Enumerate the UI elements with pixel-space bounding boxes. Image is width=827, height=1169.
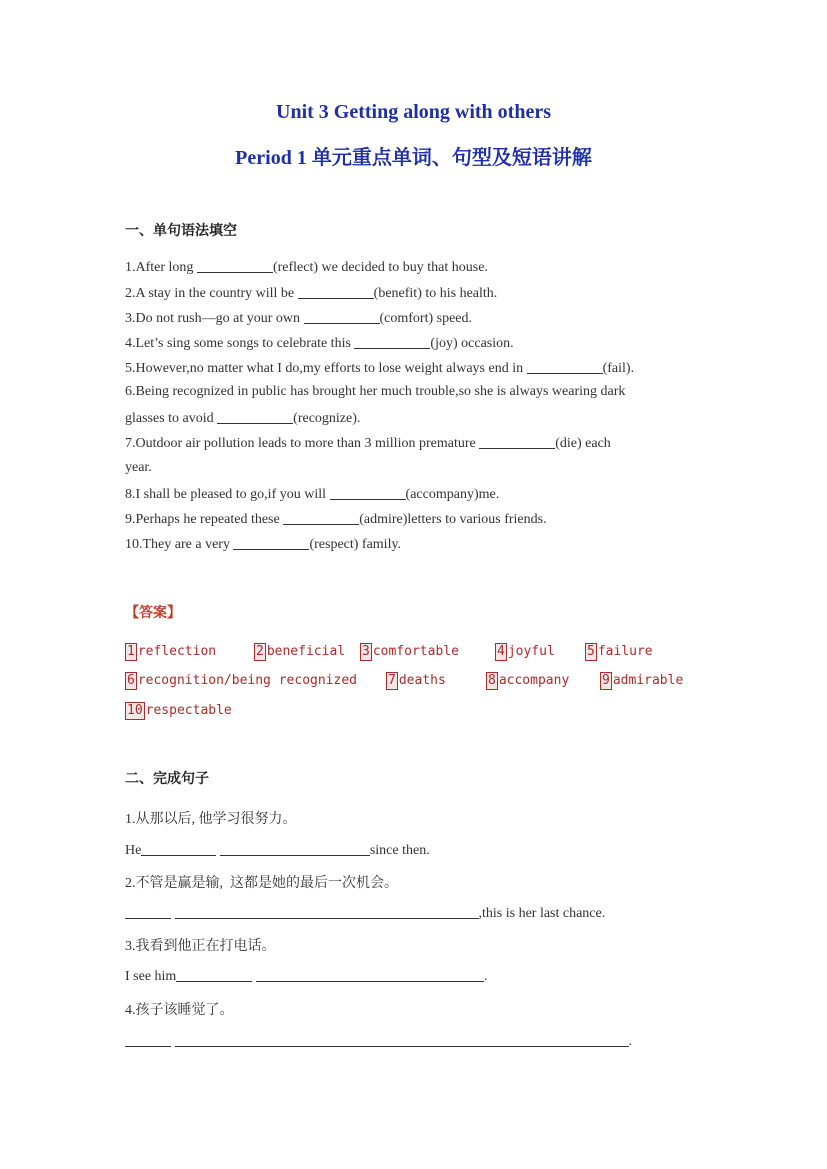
exercise-hint: (fail). xyxy=(602,361,635,376)
s2-question-1 xyxy=(125,808,297,828)
exercise-line xyxy=(125,334,514,352)
answer-number: 3 xyxy=(362,644,370,659)
fill-blank[interactable] xyxy=(527,359,603,374)
q-english-suffix: since then. xyxy=(369,843,430,858)
exercise-line xyxy=(125,535,401,553)
answer-number: 10 xyxy=(127,703,143,718)
q-number: 3 xyxy=(125,939,132,954)
exercise-number: 4 xyxy=(125,336,132,351)
q-number: 2 xyxy=(125,876,132,891)
q-number: 1 xyxy=(125,812,132,827)
fill-blank[interactable] xyxy=(283,510,359,525)
exercise-line xyxy=(125,409,360,427)
answer-item xyxy=(486,672,569,690)
s2-question-4 xyxy=(125,999,234,1019)
s2-answer-line-1 xyxy=(125,841,430,859)
exercise-text: .They are a very xyxy=(139,537,234,552)
answer-number: 9 xyxy=(602,673,610,688)
answer-number: 8 xyxy=(488,673,496,688)
exercise-text: .However,no matter what I do,my efforts to lose weight always end in xyxy=(132,361,527,376)
answer-item xyxy=(125,702,232,720)
exercise-number: 7 xyxy=(125,436,132,451)
answer-item xyxy=(360,643,459,661)
s2-answer-line-4 xyxy=(125,1032,632,1050)
exercise-text: .I shall be pleased to go,if you will xyxy=(132,487,330,502)
exercise-line xyxy=(125,384,625,400)
answer-item xyxy=(386,672,446,690)
q-number: 4 xyxy=(125,1003,132,1018)
exercise-hint: (die) each xyxy=(555,436,611,451)
fill-blank[interactable] xyxy=(354,334,430,349)
answer-text: respectable xyxy=(145,703,232,718)
answer-item xyxy=(600,672,683,690)
exercise-line xyxy=(125,434,611,452)
exercise-hint: (recognize). xyxy=(293,411,361,426)
q-chinese: .孩子该睡觉了。 xyxy=(132,1003,234,1018)
fill-blank[interactable] xyxy=(176,967,252,982)
s2-question-2 xyxy=(125,872,398,892)
document-title: Unit 3 Getting along with others xyxy=(276,101,551,123)
answer-number: 4 xyxy=(497,644,505,659)
answers-label: 【答案】 xyxy=(125,606,181,621)
exercise-number: 10 xyxy=(125,537,139,552)
exercise-number: 6 xyxy=(125,384,132,399)
answer-item xyxy=(254,643,345,661)
s2-question-3 xyxy=(125,935,276,955)
q-english-suffix: . xyxy=(483,969,488,984)
exercise-hint: (reflect) we decided to buy that house. xyxy=(272,260,488,275)
exercise-line xyxy=(125,485,499,503)
exercise-text: year. xyxy=(125,460,152,475)
fill-blank[interactable] xyxy=(175,904,479,919)
answer-text: failure xyxy=(597,644,653,659)
answer-text: reflection xyxy=(137,644,217,659)
exercise-hint: (comfort) speed. xyxy=(379,311,473,326)
exercise-hint: (joy) occasion. xyxy=(430,336,514,351)
fill-blank[interactable] xyxy=(175,1032,629,1047)
exercise-number: 1 xyxy=(125,260,132,275)
answer-number: 1 xyxy=(127,644,135,659)
s2-answer-line-2 xyxy=(125,904,605,922)
q-chinese: .从那以后, 他学习很努力。 xyxy=(132,812,297,827)
q-english-prefix: I see him xyxy=(125,969,177,984)
fill-blank[interactable] xyxy=(141,841,216,856)
exercise-text: .Let’s sing some songs to celebrate this xyxy=(132,336,355,351)
answer-item xyxy=(495,643,555,661)
answer-text: admirable xyxy=(612,673,684,688)
exercise-hint: (admire)letters to various friends. xyxy=(359,512,547,527)
exercise-text: .Being recognized in public has brought her much trouble,so she is always wearing dark xyxy=(132,384,626,399)
fill-blank[interactable] xyxy=(125,1032,171,1047)
q-english-prefix: He xyxy=(125,843,142,858)
answer-text: deaths xyxy=(398,673,446,688)
exercise-number: 3 xyxy=(125,311,132,326)
answer-number: 2 xyxy=(256,644,264,659)
section2-heading: 二、完成句子 xyxy=(125,772,209,787)
q-english-suffix: . xyxy=(628,1034,632,1049)
fill-blank[interactable] xyxy=(197,258,273,273)
exercise-line xyxy=(125,510,547,528)
fill-blank[interactable] xyxy=(304,309,380,324)
exercise-line xyxy=(125,460,152,476)
answer-text: joyful xyxy=(507,644,555,659)
answer-text: beneficial xyxy=(266,644,346,659)
exercise-line xyxy=(125,359,634,377)
q-chinese: .我看到他正在打电话。 xyxy=(132,939,276,954)
exercise-number: 9 xyxy=(125,512,132,527)
exercise-line xyxy=(125,309,472,327)
s2-answer-line-3 xyxy=(125,967,487,985)
exercise-hint: (accompany)me. xyxy=(405,487,500,502)
answer-text: comfortable xyxy=(372,644,459,659)
section1-heading: 一、单句语法填空 xyxy=(125,224,237,239)
fill-blank[interactable] xyxy=(330,485,406,500)
fill-blank[interactable] xyxy=(233,535,309,550)
exercise-text: .A stay in the country will be xyxy=(132,286,298,301)
answer-number: 7 xyxy=(388,673,396,688)
exercise-line xyxy=(125,284,497,302)
exercise-number: 8 xyxy=(125,487,132,502)
exercise-hint: (benefit) to his health. xyxy=(373,286,498,301)
q-english-suffix: ,this is her last chance. xyxy=(478,906,606,921)
exercise-hint: (respect) family. xyxy=(309,537,402,552)
exercise-line xyxy=(125,258,488,276)
q-chinese: .不管是赢是输, 这都是她的最后一次机会。 xyxy=(132,876,398,891)
exercise-text: .Outdoor air pollution leads to more than 3 million premature xyxy=(132,436,480,451)
fill-blank[interactable] xyxy=(479,434,555,449)
exercise-text: .Perhaps he repeated these xyxy=(132,512,284,527)
document-subtitle: Period 1 单元重点单词、句型及短语讲解 xyxy=(235,147,592,169)
exercise-number: 2 xyxy=(125,286,132,301)
answer-text: accompany xyxy=(498,673,570,688)
exercise-number: 5 xyxy=(125,361,132,376)
answer-item xyxy=(585,643,653,661)
answer-item xyxy=(125,672,357,690)
exercise-text: .Do not rush—go at your own xyxy=(132,311,304,326)
fill-blank[interactable] xyxy=(125,904,171,919)
exercise-text: glasses to avoid xyxy=(125,411,218,426)
fill-blank[interactable] xyxy=(217,409,293,424)
answer-text: recognition/being recognized xyxy=(137,673,357,688)
answer-item xyxy=(125,643,216,661)
answer-number: 5 xyxy=(587,644,595,659)
answer-number: 6 xyxy=(127,673,135,688)
fill-blank[interactable] xyxy=(298,284,374,299)
fill-blank[interactable] xyxy=(256,967,484,982)
fill-blank[interactable] xyxy=(220,841,370,856)
exercise-text: .After long xyxy=(132,260,197,275)
